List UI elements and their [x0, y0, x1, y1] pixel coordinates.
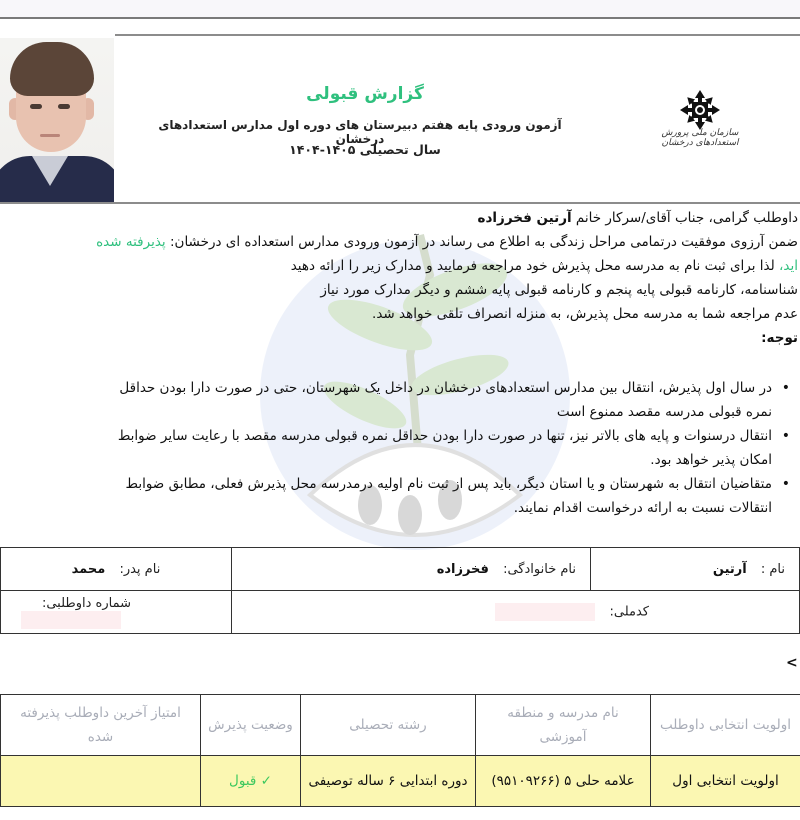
notes-list [0, 376, 798, 520]
national-code-cell [232, 591, 800, 634]
absence-warning-line: عدم مراجعه شما به مدرسه محل پذیرش، به منزله انصراف تلقی خواهد شد. [372, 306, 798, 322]
registration-line [0, 254, 798, 278]
academic-year: سال تحصیلی ۱۴۰۵-۱۴۰۴ [289, 142, 441, 157]
note-item [0, 424, 772, 472]
header-school: نام مدرسه و منطقه آموزشی [476, 695, 651, 756]
candidate-number-label: شماره داوطلبی: [41, 595, 131, 611]
first-name-value: آرتین [712, 561, 747, 577]
cell-field: دوره ابتدایی ۶ ساله توصیفی [301, 756, 476, 807]
registration-text: لذا برای ثبت نام به مدرسه محل پذیرش خود مراجعه فرمایید و مدارک زیر را ارائه دهید [290, 258, 775, 274]
header-divider [115, 34, 800, 36]
father-name-label: نام پدر: [119, 561, 161, 577]
note-line: • متقاضیان انتقال به شهرستان و یا استان دیگر، باید پس از ثبت نام اولیه درمدرسه محل پذیرش فعلی، مطابق ضوابط [125, 476, 772, 492]
candidate-number-cell [1, 591, 232, 634]
acceptance-text: ضمن آرزوی موفقیت درتمامی مراحل زندگی به اطلاع می رساند در آزمون ورودی مدارس استعداده ای درخشان: [169, 234, 798, 250]
note-heading-text: توجه: [761, 330, 798, 346]
father-name-value: محمد [71, 561, 106, 577]
logo-caption: سازمان ملی پرورش استعدادهای درخشان [661, 128, 739, 148]
note-heading [0, 326, 798, 350]
section-marker: < [786, 655, 798, 671]
note-line: • انتقال درسنوات و پایه های بالاتر نیز، تنها در صورت دارا بودن حداقل نمره قبولی مدرسه مقصد با رعایت سایر ضوابط [117, 428, 772, 444]
last-name-label: نام خانوادگی: [503, 561, 576, 577]
top-bar [0, 0, 800, 19]
greeting-prefix: داوطلب گرامی، جناب آقای/سرکار خانم [575, 210, 798, 226]
first-name-cell [591, 548, 800, 591]
cell-status: ✓ قبول [201, 756, 301, 807]
report-title: گزارش قبولی [306, 84, 424, 104]
student-info-table [0, 547, 800, 634]
admission-result-table [0, 694, 800, 807]
cell-school: علامه حلی ۵ (۹۵۱۰۹۲۶۶) [476, 756, 651, 807]
letter-body [0, 206, 798, 350]
table-row [1, 756, 800, 807]
acceptance-status: پذیرفته شده [96, 234, 166, 250]
note-line: امکان پذیر خواهد بود. [650, 452, 772, 468]
note-line: نمره قبولی مدرسه مقصد ممنوع است [556, 404, 772, 420]
header-last-score: امتیاز آخرین داوطلب پذیرفته شده [1, 695, 201, 756]
exam-subtitle: آزمون ورودی پایه هفتم دبیرستان های دوره اول مدارس استعدادهای درخشان [158, 118, 562, 146]
student-photo [0, 38, 114, 202]
candidate-number-redacted [21, 611, 121, 629]
greeting-line [0, 206, 798, 230]
header-field: رشته تحصیلی [301, 695, 476, 756]
national-code-redacted [495, 603, 595, 621]
header-status: وضعیت پذیرش [201, 695, 301, 756]
note-item [0, 472, 772, 520]
national-code-label: کدملی: [609, 604, 649, 620]
acceptance-status-tail: اید، [779, 258, 798, 274]
documents-line: شناسنامه، کارنامه قبولی پایه پنجم و کارنامه قبولی پایه ششم و دیگر مدارک مورد نیاز [320, 282, 798, 298]
first-name-label: نام : [760, 561, 785, 577]
note-line: • در سال اول پذیرش، انتقال بین مدارس استعدادهای درخشان در داخل یک شهرستان، حتی در صورت دارا بودن حداقل [119, 380, 772, 396]
header-bottom-divider [0, 202, 800, 204]
acceptance-line [0, 230, 798, 254]
header-priority: اولویت انتخابی داوطلب [651, 695, 800, 756]
last-name-cell [232, 548, 591, 591]
cell-priority: اولویت انتخابی اول [651, 756, 800, 807]
last-name-value: فخرزاده [436, 561, 489, 577]
cell-last-score [1, 756, 201, 807]
father-name-cell [1, 548, 232, 591]
note-item [0, 376, 772, 424]
greeting-student-name: آرتین فخرزاده [477, 210, 572, 226]
note-line: انتقالات نسبت به ارائه درخواست اقدام نمایند. [513, 500, 772, 516]
